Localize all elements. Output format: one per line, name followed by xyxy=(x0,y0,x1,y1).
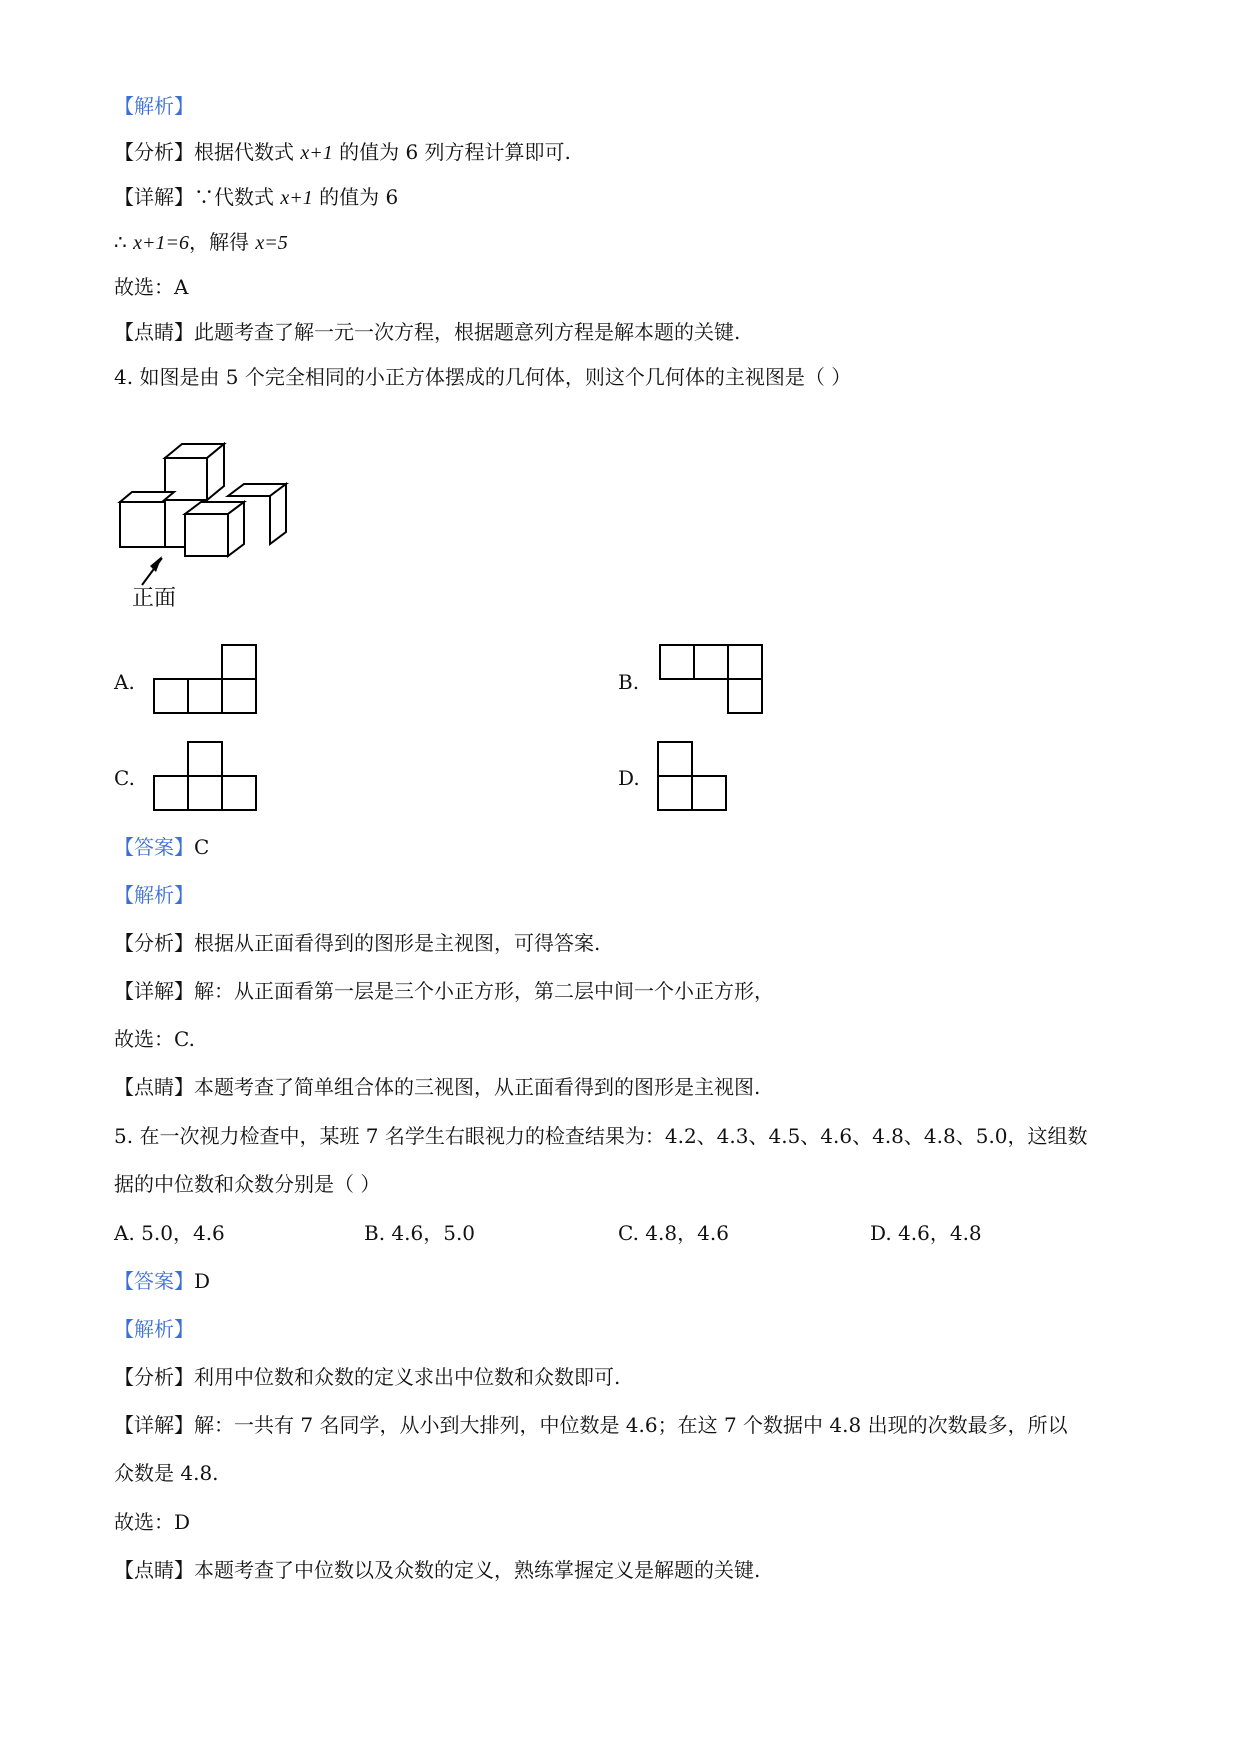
q4-fenxi-line xyxy=(114,929,600,957)
q5-option-d: D. 4.6，4.8 xyxy=(870,1221,982,1245)
q5-choose: 故选：D xyxy=(114,1510,191,1534)
q4-option-a-figure xyxy=(152,643,257,715)
q4-dianjing-line xyxy=(114,1073,760,1101)
q4-option-a-label: A. xyxy=(114,670,135,694)
q3-fenxi-label: 【分析】 xyxy=(114,140,194,164)
q4-dianjing-label: 【点睛】 xyxy=(114,1075,194,1099)
q5-question-line1: 5. 在一次视力检查中，某班 7 名学生右眼视力的检查结果为：4.2、4.3、4.5、4.6、4.8、4.8、5.0，这组数 xyxy=(114,1124,1088,1148)
q3-dianjing-line xyxy=(114,318,740,346)
q4-option-b-figure xyxy=(658,643,763,715)
q5-analysis-label: 【解析】 xyxy=(114,1317,194,1341)
q5-answer: D xyxy=(194,1269,211,1293)
q5-fenxi-line xyxy=(114,1363,620,1391)
q3-xiangjie-pre: ∵代数式 xyxy=(194,185,281,209)
q3-fenxi-math: x+1 xyxy=(300,142,333,164)
q4-answer: C xyxy=(194,835,210,859)
q4-analysis-label: 【解析】 xyxy=(114,883,194,907)
q3-xiangjie-post: 的值为 6 xyxy=(312,185,399,209)
q3-dianjing-label: 【点睛】 xyxy=(114,320,194,344)
q5-xiangjie-text-line1: 解：一共有 7 名同学，从小到大排列，中位数是 4.6；在这 7 个数据中 4.8 出现的次数最多，所以 xyxy=(194,1413,1068,1437)
q3-fenxi-line xyxy=(114,138,571,167)
q5-xiangjie-line xyxy=(114,1411,1068,1439)
q5-option-b: B. 4.6，5.0 xyxy=(364,1221,476,1245)
q4-xiangjie-label: 【详解】 xyxy=(114,979,194,1003)
q5-dianjing-text: 本题考查了中位数以及众数的定义，熟练掌握定义是解题的关键. xyxy=(194,1558,761,1582)
cube-right-side xyxy=(270,484,286,544)
q4-option-b-label: B. xyxy=(618,670,640,694)
arrow-head-icon xyxy=(150,556,162,572)
cube-left-front xyxy=(120,502,165,547)
q5-dianjing-label: 【点睛】 xyxy=(114,1558,194,1582)
q3-step-math2: x=5 xyxy=(255,232,288,254)
q3-step-line xyxy=(114,228,288,257)
q3-xiangjie-line xyxy=(114,183,398,212)
q5-xiangjie-label: 【详解】 xyxy=(114,1413,194,1437)
q4-option-c-label: C. xyxy=(114,766,135,790)
q5-xiangjie-text-line2: 众数是 4.8. xyxy=(114,1461,219,1485)
q5-fenxi-text: 利用中位数和众数的定义求出中位数和众数即可. xyxy=(194,1365,621,1389)
q5-answer-line xyxy=(114,1267,210,1295)
q5-option-c: C. 4.8，4.6 xyxy=(618,1221,729,1245)
q3-step-pre: ∴ xyxy=(114,230,134,254)
q3-fenxi-post: 的值为 6 列方程计算即可. xyxy=(332,140,571,164)
q5-question-line2: 据的中位数和众数分别是（ ） xyxy=(114,1172,381,1196)
q3-analysis-label: 【解析】 xyxy=(114,94,194,118)
q3-step-math1: x+1=6 xyxy=(133,232,189,254)
q5-dianjing-line xyxy=(114,1556,760,1584)
q3-fenxi-pre: 根据代数式 xyxy=(194,140,301,164)
q5-option-a: A. 5.0，4.6 xyxy=(114,1221,225,1245)
q5-answer-label: 【答案】 xyxy=(114,1269,194,1293)
q3-xiangjie-math: x+1 xyxy=(280,187,313,209)
q4-option-c-figure xyxy=(152,740,257,812)
q4-question: 4. 如图是由 5 个完全相同的小正方体摆成的几何体，则这个几何体的主视图是（ ） xyxy=(114,365,852,389)
q4-option-d-figure xyxy=(656,740,728,812)
q4-answer-label: 【答案】 xyxy=(114,835,194,859)
q3-xiangjie-label: 【详解】 xyxy=(114,185,194,209)
q3-step-mid: ，解得 xyxy=(188,230,256,254)
q4-front-label: 正面 xyxy=(132,586,177,611)
q4-option-d-label: D. xyxy=(618,766,640,790)
q3-dianjing-text: 此题考查了解一元一次方程，根据题意列方程是解本题的关键. xyxy=(194,320,741,344)
q4-xiangjie-line xyxy=(114,977,774,1005)
q4-answer-line xyxy=(114,833,209,861)
q4-fenxi-text: 根据从正面看得到的图形是主视图，可得答案. xyxy=(194,931,601,955)
q4-dianjing-text: 本题考查了简单组合体的三视图，从正面看得到的图形是主视图. xyxy=(194,1075,761,1099)
q4-xiangjie-text: 解：从正面看第一层是三个小正方形，第二层中间一个小正方形， xyxy=(194,979,774,1003)
cube-front-front xyxy=(185,514,228,556)
q4-choose: 故选：C. xyxy=(114,1027,195,1051)
q5-fenxi-label: 【分析】 xyxy=(114,1365,194,1389)
q3-choose: 故选：A xyxy=(114,275,189,299)
q4-fenxi-label: 【分析】 xyxy=(114,931,194,955)
